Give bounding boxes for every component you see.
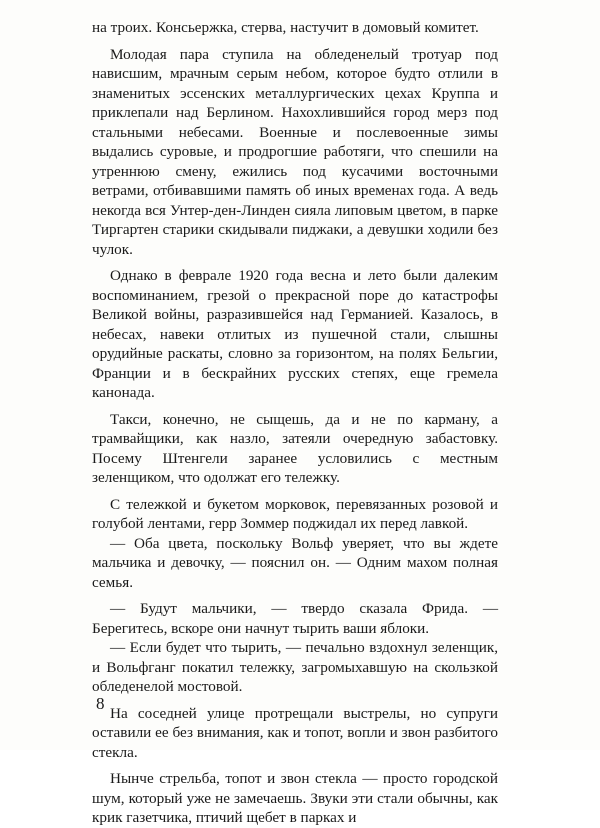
dialogue-line: — Будут мальчики, — твердо сказала Фрида. — Берегитесь, вскоре они начнут тырить ваши яблоки. xyxy=(92,600,498,637)
body-text xyxy=(92,18,498,828)
paragraph: С тележкой и букетом морковок, перевязанных розовой и голубой лентами, герр Зоммер поджидал их перед лавкой. xyxy=(92,495,498,532)
dialogue-line: — Если будет что тырить, — печально вздохнул зеленщик, и Вольфганг покатил тележку, загромыхавшую на скользкой обледенелой мостовой. xyxy=(92,639,498,695)
paragraph: Нынче стрельба, топот и звон стекла — просто городской шум, который уже не замечаешь. Звуки эти стали обычны, как крик газетчика, птичий щебет в парках и xyxy=(92,770,498,826)
paragraph: На соседней улице протрещали выстрелы, но супруги оставили ее без внимания, как и топот, вопли и звон разбитого стекла. xyxy=(92,704,498,761)
paragraph-continuation: на троих. Консьержка, стерва, настучит в домовый комитет. xyxy=(92,19,479,36)
dialogue-line: — Оба цвета, поскольку Вольф уверяет, что вы ждете мальчика и девочку, — пояснил он. — Одним махом полная семья. xyxy=(92,534,498,591)
paragraph: Такси, конечно, не сыщешь, да и не по карману, а трамвайщики, как назло, затеяли очередную забастовку. Посему Штенгели заранее условились с местным зеленщиком, что одолжат его тележку. xyxy=(92,410,498,486)
page-number: 8 xyxy=(96,694,105,713)
paragraph: Однако в феврале 1920 года весна и лето были далеким воспоминанием, грезой о прекрасной поре до катастрофы Великой войны, разразившейся над Германией. Казалось, в небесах, навеки отлитых из пушечной стали, слышны орудийные раскаты, словно за горизонтом, на полях Бельгии, Франции и в бескрайних русских степях, еще гремела канонада. xyxy=(92,267,498,401)
paragraph: Молодая пара ступила на обледенелый тротуар под нависшим, мрачным серым небом, которое будто отлили в знаменитых эссенских металлургических цехах Круппа и приклепали над Берлином. Нахохлившийся город мерз под стальными небесами. Военные и послевоенные зимы выдались суровые, и продрогшие работяги, что спешили на утреннюю смену, ежились под кусачими восточными ветрами, отбивавшими память об иных временах года. А ведь некогда вся Унтер-ден-Линден сияла липовым цветом, в парке Тиргартен старики скидывали пиджаки, а девушки ходили без чулок. xyxy=(92,45,498,258)
